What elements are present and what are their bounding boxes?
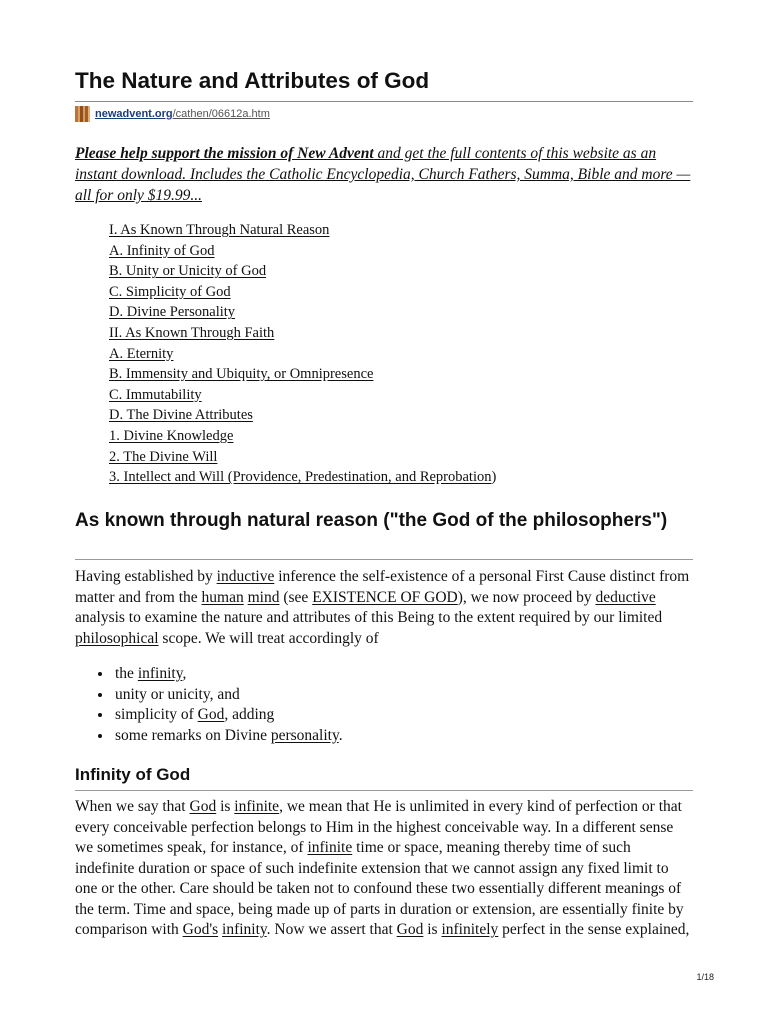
support-banner[interactable]	[75, 143, 693, 206]
list-item: • some remarks on Divine personality.	[113, 726, 343, 747]
page-number: 1/18	[696, 972, 714, 982]
source-path[interactable]: /cathen/06612a.htm	[172, 108, 270, 120]
site-favicon-icon	[75, 106, 90, 122]
section-divider	[75, 559, 693, 560]
toc-link[interactable]: B. Unity or Unicity of God	[109, 263, 267, 280]
subsection-divider	[75, 790, 693, 791]
inline-link[interactable]: God	[396, 921, 424, 938]
inline-link[interactable]: deductive	[595, 588, 656, 606]
inline-link[interactable]: mind	[247, 588, 280, 606]
inline-link[interactable]: God	[197, 706, 225, 723]
list-item: • the infinity,	[113, 664, 343, 685]
section-heading: As known through natural reason ("the God of the philosophers")	[75, 510, 668, 531]
inline-link[interactable]: inductive	[216, 568, 275, 585]
toc-tail: )	[491, 469, 497, 486]
inline-link[interactable]: EXISTENCE OF GOD	[312, 588, 458, 606]
toc-link[interactable]: B. Immensity and Ubiquity, or Omnipresence	[109, 366, 374, 383]
toc-link[interactable]: 3. Intellect and Will (Providence, Predestination, and Reprobation	[109, 469, 492, 486]
inline-link[interactable]: human	[201, 588, 244, 606]
infinity-paragraph: When we say that God is infinite, we mean that He is unlimited in every kind of perfection or that every conceivable perfection belongs to Him in the highest conceivable way. In a different sense we sometimes speak, for instance, of infinite time or space, meaning thereby time of such indefinite duration or space of such indefinite extension that we cannot assign any fixed limit to one or the other. Care should be taken not to confound these two essentially different meanings of the term. Time and space, being made up of parts in duration or extension, are essentially finite by comparison with God's infinity. Now we assert that God is infinitely perfect in the sense explained,	[75, 798, 690, 938]
inline-link[interactable]: philosophical	[75, 629, 159, 647]
toc-link[interactable]: C. Immutability	[109, 386, 202, 403]
source-link[interactable]	[75, 105, 270, 123]
source-domain[interactable]: newadvent.org	[95, 108, 173, 120]
inline-link[interactable]: infinite	[234, 798, 280, 815]
title-divider	[75, 101, 693, 102]
toc-link[interactable]: 1. Divine Knowledge	[109, 427, 234, 444]
list-item: • unity or unicity, and	[113, 685, 343, 706]
toc-link[interactable]: D. Divine Personality	[109, 304, 236, 321]
table-of-contents	[109, 220, 496, 488]
inline-link[interactable]: infinite	[307, 839, 353, 856]
list-item: • simplicity of God, adding	[113, 705, 343, 726]
intro-paragraph: Having established by inductive inference the self-existence of a personal First Cause distinct from matter and from the human mind (see EXISTENCE OF GOD), we now proceed by deductive analysis to examine the nature and attributes of this Being to the extent required by our limited philosophical scope. We will treat accordingly of	[75, 568, 690, 647]
subsection-heading: Infinity of God	[75, 765, 191, 784]
toc-link[interactable]: A. Infinity of God	[109, 242, 215, 259]
topic-list	[75, 664, 343, 746]
toc-link[interactable]: A. Eternity	[109, 345, 174, 362]
inline-link[interactable]: God	[189, 798, 217, 815]
inline-link[interactable]: infinity	[137, 665, 183, 682]
inline-link[interactable]: personality	[270, 726, 339, 744]
toc-link[interactable]: D. The Divine Attributes	[109, 407, 253, 424]
toc-link[interactable]: II. As Known Through Faith	[109, 324, 275, 341]
toc-link[interactable]: I. As Known Through Natural Reason	[109, 222, 330, 238]
inline-link[interactable]: God's	[182, 921, 219, 938]
inline-link[interactable]: infinitely	[441, 921, 499, 938]
toc-link[interactable]: C. Simplicity of God	[109, 283, 231, 300]
inline-link[interactable]: infinity	[222, 921, 267, 938]
support-link[interactable]: Please help support the mission of New Advent	[75, 145, 374, 162]
toc-link[interactable]: 2. The Divine Will	[109, 448, 218, 465]
support-text[interactable]: and get the full contents of this website as an instant download. Includes the Catholic Encyclopedia, Church Fathers, Summa, Bible and more — all for only $19.99...	[75, 145, 691, 204]
page-title: The Nature and Attributes of God	[75, 68, 430, 93]
